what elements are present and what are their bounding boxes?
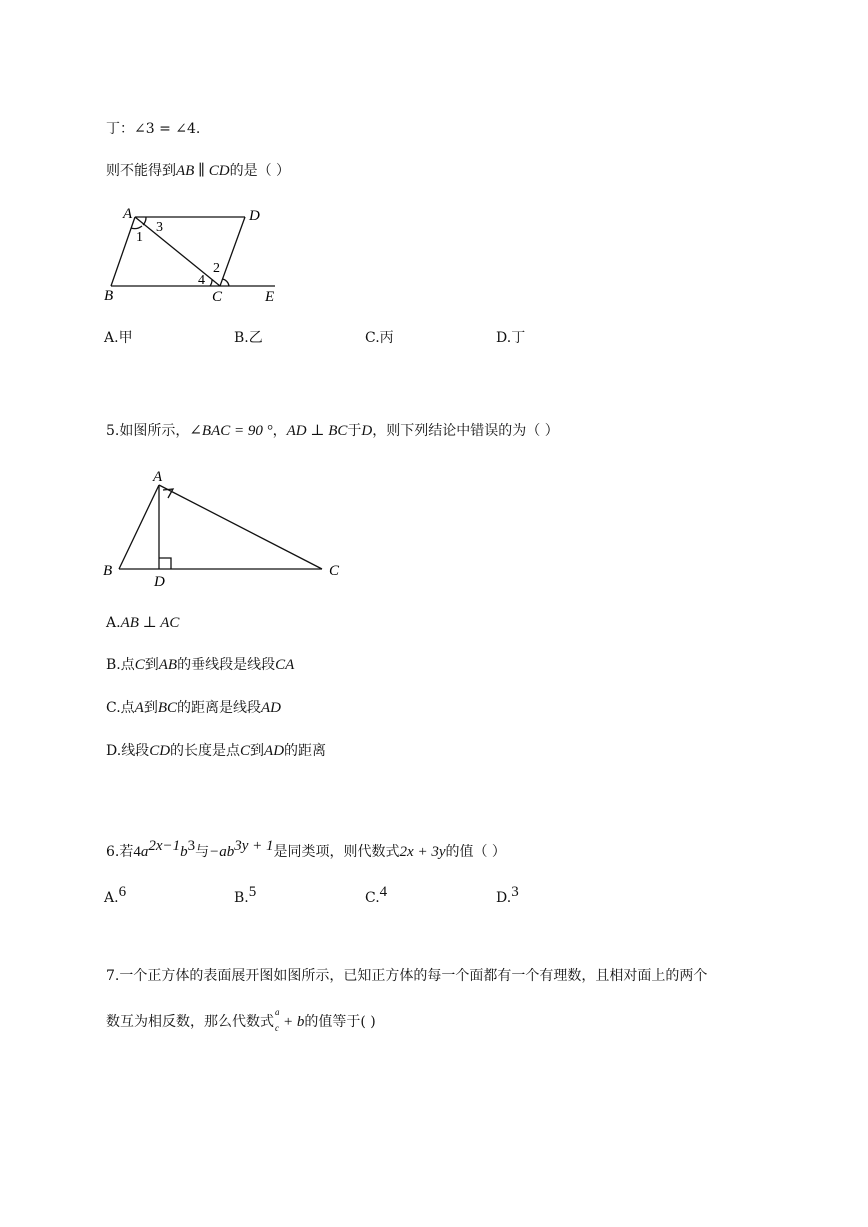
q6-option-b: B.$^5$ <box>234 884 257 906</box>
q7-stem-line2: 数互为相反数，那么代数式 a c + b的值等于( ) <box>106 1007 376 1033</box>
label-A: A <box>123 206 133 222</box>
angle-label-3: 3 <box>156 220 163 235</box>
q5-option-b: B.点C到AB的垂线段是线段CA <box>106 657 295 673</box>
angle-label-4: 4 <box>198 273 205 288</box>
angle-label-1: 1 <box>136 230 143 245</box>
q4-stem-math: AB ∥ CD <box>176 163 230 179</box>
q4-stem-pre: 则不能得到 <box>106 163 176 179</box>
q5-stem-math1: ∠BAC = 90 ° <box>189 423 273 439</box>
q7-stem-line1: 7.一个正方体的表面展开图如图所示，已知正方体的每一个面都有一个有理数，且相对面上的两个 <box>106 968 708 984</box>
angle-label-2: 2 <box>213 261 220 276</box>
q4-option-b: B.乙 <box>234 330 263 346</box>
label-C: C <box>329 563 340 579</box>
q4-condition-ding: 丁：∠3 = ∠4. <box>106 121 201 137</box>
fraction-a-over-c: a c <box>275 1007 280 1033</box>
label-D: D <box>249 208 260 224</box>
q4-option-d: D.丁 <box>496 330 526 346</box>
right-angle-mark-D <box>159 558 171 569</box>
q6-stem: 6.若$4a^{2x-1}b^3$与$-ab^{3y + 1}$是同类项，则代数式2x + 3y的值（ ） <box>106 838 506 860</box>
q5-stem-pre: 5.如图所示， <box>106 423 190 439</box>
label-B: B <box>103 563 113 579</box>
label-A: A <box>153 469 163 485</box>
label-C: C <box>212 289 223 305</box>
q5-stem-post: ，则下列结论中错误的为（ ） <box>372 423 559 439</box>
q5-stem-math3: D <box>361 423 373 439</box>
label-B: B <box>104 288 114 304</box>
segment-AB <box>119 485 159 569</box>
q5-stem-math2: AD ⊥ BC <box>286 423 348 439</box>
q6-option-c: C.$^4$ <box>365 884 388 906</box>
segment-AC <box>159 485 322 569</box>
q5-stem-mid: 于 <box>347 423 362 439</box>
q4-option-a: A.甲 <box>104 330 133 346</box>
q6-option-a: A.$^6$ <box>104 884 127 906</box>
q5-option-a: A.AB ⊥ AC <box>106 615 180 631</box>
q5-option-d: D.线段CD的长度是点C到AD的距离 <box>106 743 327 759</box>
q4-stem-post: 的是（ ） <box>229 163 291 179</box>
q5-right-triangle-figure <box>0 0 868 600</box>
q5-option-c: C.点A到BC的距离是线段AD <box>106 700 282 716</box>
label-E: E <box>265 289 275 305</box>
q5-stem-sep: ， <box>272 423 287 439</box>
q4-option-c: C.丙 <box>365 330 394 346</box>
q6-option-d: D.$^3$ <box>496 884 519 906</box>
label-D: D <box>154 574 165 590</box>
